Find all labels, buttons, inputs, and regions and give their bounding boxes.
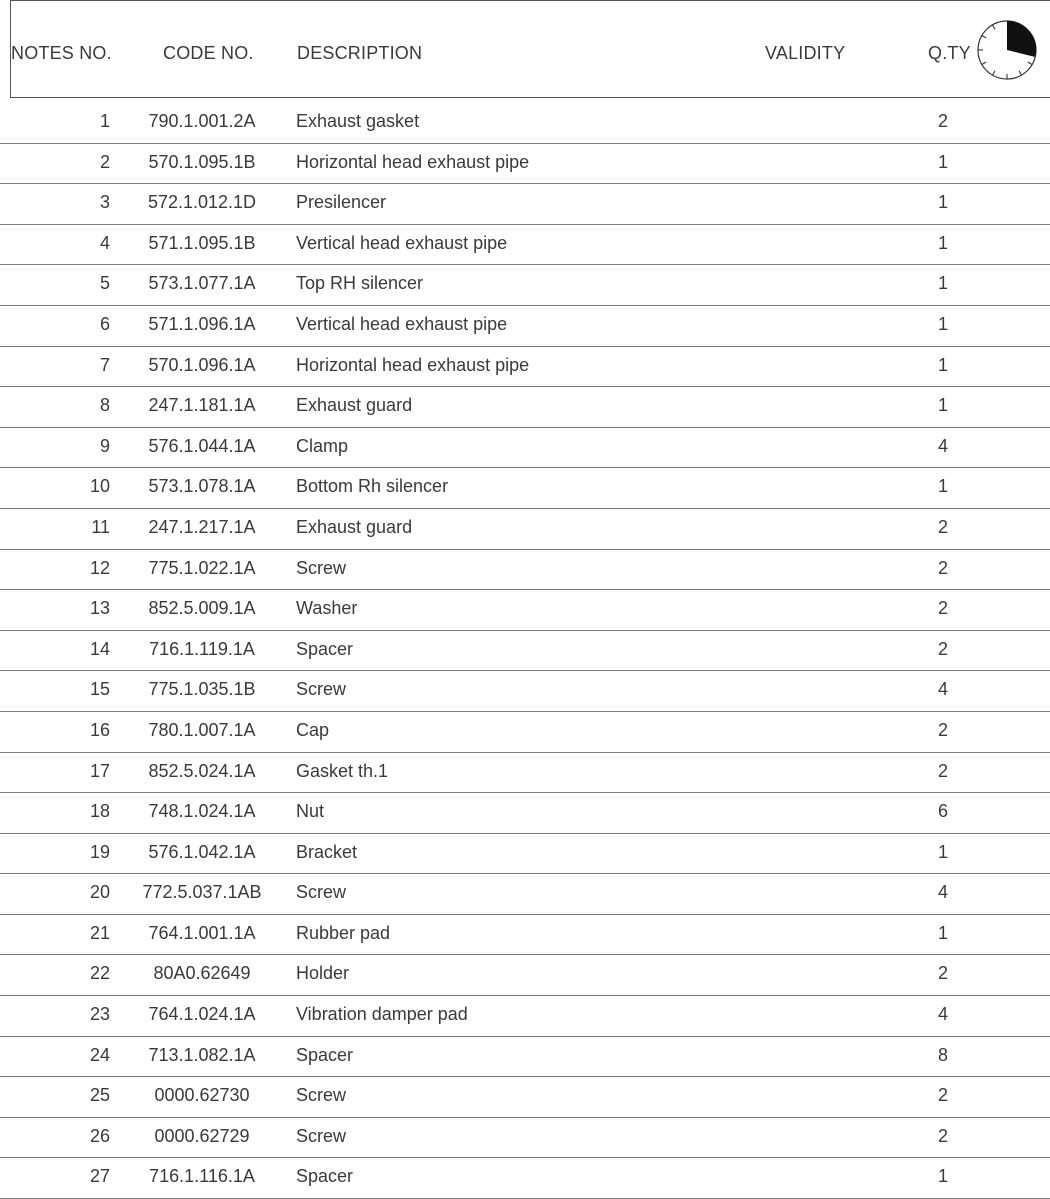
cell-description: Vibration damper pad [296,1004,468,1025]
cell-notes-no: 12 [89,557,110,578]
cell-notes-no: 24 [89,1044,110,1065]
cell-description: Washer [296,598,358,619]
cell-code-no: 570.1.095.1B [148,151,256,172]
table-row [0,793,1050,834]
table-row [0,834,1050,875]
table-header [10,0,1050,98]
cell-code-no: 775.1.035.1B [148,679,256,700]
cell-qty: 1 [937,151,948,172]
table-row [0,1037,1050,1078]
clock-icon [975,18,1039,82]
cell-description: Horizontal head exhaust pipe [296,354,530,375]
cell-description: Screw [296,1085,347,1106]
cell-notes-no: 21 [89,922,110,943]
cell-code-no: 790.1.001.2A [148,111,256,131]
cell-notes-no: 17 [89,760,110,781]
cell-code-no: 713.1.082.1A [148,1044,256,1065]
cell-code-no: 775.1.022.1A [148,557,256,578]
cell-qty: 2 [937,638,948,659]
cell-notes-no: 25 [89,1085,110,1106]
table-row [0,1118,1050,1159]
cell-qty: 4 [937,679,948,700]
table-row [0,468,1050,509]
cell-qty: 1 [937,232,948,253]
cell-code-no: 852.5.024.1A [148,760,256,781]
cell-code-no: 764.1.001.1A [148,922,256,943]
cell-code-no: 573.1.077.1A [148,273,256,294]
cell-qty: 1 [937,922,948,943]
cell-qty: 1 [937,273,948,294]
cell-qty: 1 [937,313,948,334]
table-row [0,225,1050,266]
table-row [0,347,1050,388]
cell-notes-no: 18 [89,801,110,822]
header-code-no: CODE NO. [163,43,254,63]
cell-description: Clamp [296,435,349,456]
cell-description: Rubber pad [296,922,391,943]
table-row [0,387,1050,428]
cell-notes-no: 13 [89,598,110,619]
cell-qty: 4 [937,882,948,903]
cell-description: Presilencer [296,192,387,213]
cell-qty: 2 [937,516,948,537]
cell-description: Screw [296,882,347,903]
table-row [0,671,1050,712]
cell-qty: 1 [937,354,948,375]
parts-table [0,103,1050,1199]
table-row [0,955,1050,996]
table-row [0,144,1050,185]
cell-code-no: 576.1.044.1A [148,435,256,456]
cell-code-no: 573.1.078.1A [148,476,256,497]
cell-notes-no: 11 [91,516,110,537]
cell-qty: 2 [937,963,948,984]
table-row [0,996,1050,1037]
table-row [0,509,1050,550]
cell-qty: 4 [937,435,948,456]
cell-notes-no: 3 [99,192,110,213]
cell-code-no: 247.1.181.1A [148,395,256,416]
cell-notes-no: 4 [99,232,110,253]
cell-code-no: 247.1.217.1A [148,516,256,537]
cell-qty: 1 [937,841,948,862]
cell-qty: 4 [937,1004,948,1025]
table-row [0,753,1050,794]
header-qty: Q.TY [928,43,971,63]
cell-description: Exhaust gasket [296,111,420,131]
cell-notes-no: 16 [89,719,110,740]
cell-notes-no: 19 [89,841,110,862]
cell-code-no: 716.1.116.1A [149,1166,255,1187]
cell-qty: 2 [937,111,948,131]
cell-description: Exhaust guard [296,516,413,537]
cell-notes-no: 2 [99,151,110,172]
cell-description: Screw [296,679,347,700]
cell-qty: 1 [937,192,948,213]
cell-code-no: 748.1.024.1A [148,801,256,822]
cell-qty: 2 [937,557,948,578]
cell-notes-no: 9 [99,435,110,456]
cell-qty: 2 [937,598,948,619]
cell-qty: 1 [937,476,948,497]
cell-description: Cap [296,719,330,740]
table-row [0,103,1050,144]
cell-description: Nut [296,801,325,822]
cell-code-no: 80A0.62649 [153,963,251,984]
cell-description: Screw [296,557,347,578]
cell-description: Horizontal head exhaust pipe [296,151,530,172]
cell-description: Spacer [296,1044,354,1065]
cell-code-no: 716.1.119.1A [149,638,255,659]
cell-qty: 2 [937,760,948,781]
table-row [0,184,1050,225]
cell-qty: 6 [937,801,948,822]
table-row [0,590,1050,631]
cell-code-no: 576.1.042.1A [148,841,256,862]
cell-code-no: 852.5.009.1A [148,598,256,619]
cell-qty: 2 [937,719,948,740]
table-row [0,915,1050,956]
cell-code-no: 780.1.007.1A [148,719,256,740]
cell-description: Vertical head exhaust pipe [296,313,508,334]
cell-description: Exhaust guard [296,395,413,416]
cell-qty: 2 [937,1085,948,1106]
header-description: DESCRIPTION [297,43,423,63]
cell-code-no: 772.5.037.1AB [142,882,262,903]
cell-notes-no: 15 [89,679,110,700]
cell-description: Spacer [296,638,354,659]
cell-qty: 1 [937,395,948,416]
cell-notes-no: 8 [99,395,110,416]
cell-code-no: 572.1.012.1D [147,192,257,213]
cell-description: Bracket [296,841,358,862]
table-row [0,1158,1050,1199]
cell-code-no: 571.1.095.1B [148,232,256,253]
cell-qty: 8 [937,1044,948,1065]
cell-description: Holder [296,963,350,984]
cell-description: Screw [296,1125,347,1146]
cell-code-no: 570.1.096.1A [148,354,256,375]
table-row [0,1077,1050,1118]
cell-qty: 2 [937,1125,948,1146]
cell-code-no: 571.1.096.1A [148,313,256,334]
table-row [0,428,1050,469]
cell-code-no: 0000.62730 [154,1085,250,1106]
cell-notes-no: 1 [99,111,110,131]
table-row [0,631,1050,672]
cell-notes-no: 20 [89,882,110,903]
cell-notes-no: 14 [89,638,110,659]
table-row [0,550,1050,591]
cell-notes-no: 5 [99,273,110,294]
cell-notes-no: 27 [89,1166,110,1187]
cell-qty: 1 [937,1166,948,1187]
cell-notes-no: 26 [89,1125,110,1146]
table-row [0,874,1050,915]
cell-notes-no: 23 [89,1004,110,1025]
cell-description: Gasket th.1 [296,760,389,781]
cell-code-no: 0000.62729 [154,1125,250,1146]
cell-description: Top RH silencer [296,273,424,294]
cell-notes-no: 22 [89,963,110,984]
table-row [0,306,1050,347]
cell-description: Vertical head exhaust pipe [296,232,508,253]
table-row [0,712,1050,753]
cell-notes-no: 7 [99,354,110,375]
header-validity: VALIDITY [765,43,846,63]
cell-notes-no: 10 [89,476,110,497]
cell-notes-no: 6 [99,313,110,334]
cell-description: Bottom Rh silencer [296,476,449,497]
header-notes-no: NOTES NO. [11,43,112,63]
table-row [0,265,1050,306]
cell-code-no: 764.1.024.1A [148,1004,256,1025]
cell-description: Spacer [296,1166,354,1187]
